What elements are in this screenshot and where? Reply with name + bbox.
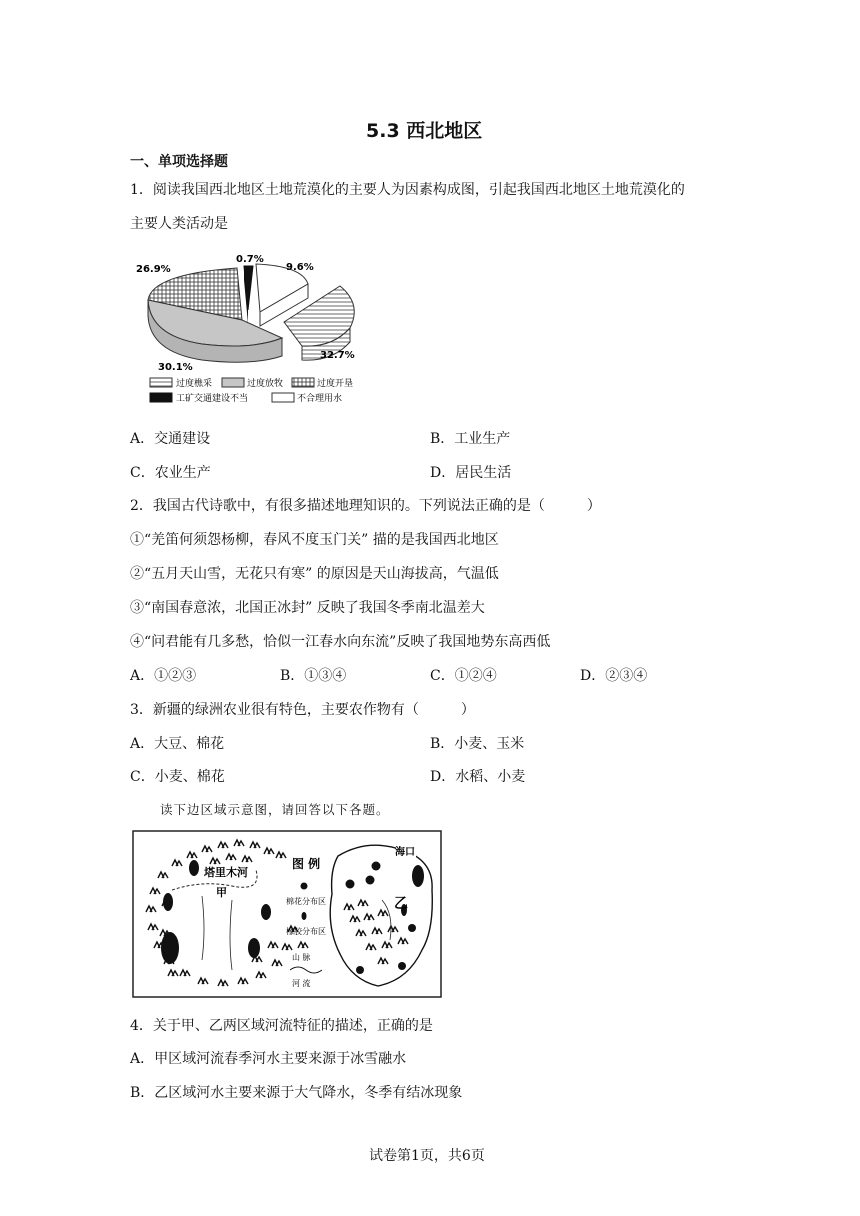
q2-item-2: ②“五月天山雪，无花只有寒” 的原因是天山海拔高，气温低 — [130, 566, 499, 582]
label-irrational-water: 9.6% — [286, 262, 314, 273]
q2-option-c: C．①②④ — [430, 668, 497, 684]
legend-overcultivation: 过度开垦 — [317, 379, 354, 389]
page-footer: 试卷第1页，共6页 — [369, 1148, 485, 1164]
region-yi-label: 乙 — [394, 896, 408, 912]
q1-option-c: C．农业生产 — [130, 465, 211, 481]
svg-text:橡胶分布区: 橡胶分布区 — [286, 927, 326, 936]
q4-option-b: B．乙区域河水主要来源于大气降水，冬季有结冰现象 — [130, 1085, 463, 1101]
q3-stem: 3．新疆的绿洲农业很有特色，主要农作物有（ ） — [130, 702, 475, 718]
legend-mining-transport: 工矿交通建设不当 — [176, 394, 249, 404]
label-overcultivation: 26.9% — [136, 264, 171, 275]
q2-option-d: D．②③④ — [580, 668, 648, 684]
section-heading: 一、单项选择题 — [130, 154, 228, 170]
q2-stem: 2．我国古代诗歌中，有很多描述地理知识的。下列说法正确的是（ ） — [130, 498, 601, 514]
desertification-pie-chart — [132, 252, 382, 412]
q3-option-a: A．大豆、棉花 — [130, 736, 225, 752]
q2-option-b: B．①③④ — [280, 668, 347, 684]
legend-irrational-water: 不合理用水 — [297, 394, 343, 404]
svg-text:河 流: 河 流 — [292, 979, 311, 988]
q3-option-d: D．水稻、小麦 — [430, 769, 526, 785]
map-intro: 读下边区域示意图，请回答以下各题。 — [160, 802, 390, 817]
q1-stem-line2: 主要人类活动是 — [130, 216, 228, 232]
legend-overlogging: 过度樵采 — [176, 379, 213, 389]
svg-text:图 例: 图 例 — [292, 857, 321, 871]
q2-option-a: A．①②③ — [130, 668, 197, 684]
page-title: 5.3 西北地区 — [366, 120, 483, 142]
label-overgrazing: 30.1% — [158, 362, 193, 373]
q1-stem-line1: 1．阅读我国西北地区土地荒漠化的主要人为因素构成图，引起我国西北地区土地荒漠化的 — [130, 182, 685, 198]
region-jia-label: 甲 — [216, 886, 227, 899]
label-overlogging: 32.7% — [320, 350, 355, 361]
q1-option-a: A．交通建设 — [130, 431, 211, 447]
q4-option-a: A．甲区域河流春季河水主要来源于冰雪融水 — [130, 1051, 407, 1067]
q2-item-1: ①“羌笛何须怨杨柳，春风不度玉门关” 描的是我国西北地区 — [130, 532, 499, 548]
tarim-river-label: 塔里木河 — [204, 866, 248, 879]
q2-item-4: ④“问君能有几多愁，恰似一江春水向东流”反映了我国地势东高西低 — [130, 634, 551, 650]
svg-text:棉花分布区: 棉花分布区 — [286, 897, 326, 906]
legend-overgrazing: 过度放牧 — [247, 379, 284, 389]
q2-item-3: ③“南国春意浓，北国正冰封” 反映了我国冬季南北温差大 — [130, 600, 485, 616]
q4-stem: 4．关于甲、乙两区域河流特征的描述，正确的是 — [130, 1018, 433, 1034]
q1-option-d: D．居民生活 — [430, 465, 512, 481]
city-haikou: 海口 — [395, 847, 415, 858]
q1-option-b: B．工业生产 — [430, 431, 511, 447]
q3-option-b: B．小麦、玉米 — [430, 736, 525, 752]
label-mining-transport: 0.7% — [236, 254, 264, 265]
region-map — [132, 830, 442, 998]
q3-option-c: C．小麦、棉花 — [130, 769, 225, 785]
svg-text:山 脉: 山 脉 — [292, 953, 311, 962]
